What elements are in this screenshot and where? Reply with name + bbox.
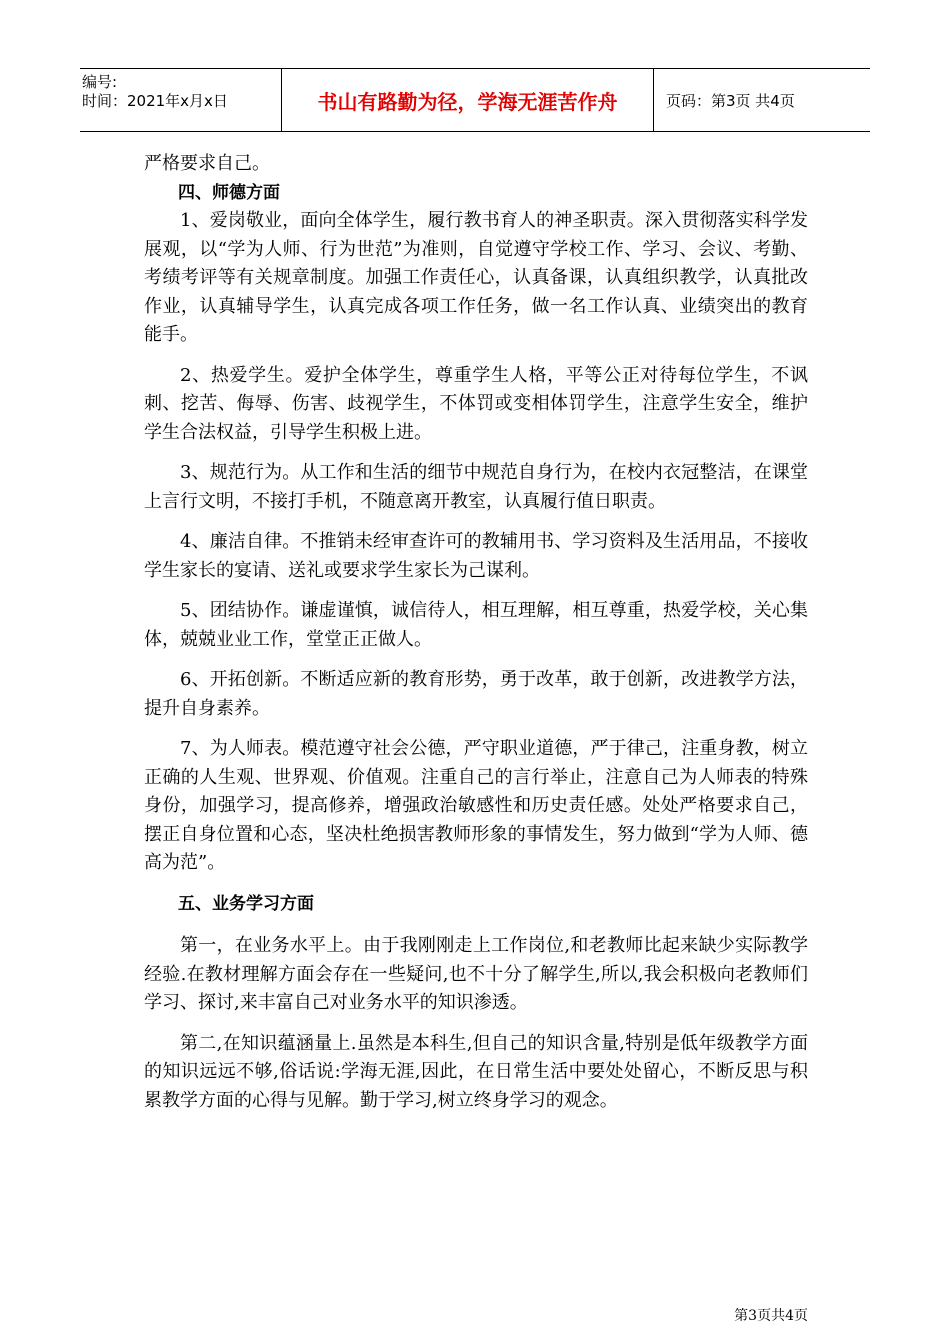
paragraph: 6、开拓创新。不断适应新的教育形势，勇于改革，敢于创新，改进教学方法，提升自身素养。 — [144, 669, 808, 719]
header-meta-cell — [80, 69, 282, 131]
section-heading-5: 五、业务学习方面 — [178, 893, 314, 914]
paragraph: 2、热爱学生。爱护全体学生，尊重学生人格，平等公正对待每位学生，不讽刺、挖苦、侮辱、伤害、歧视学生，不体罚或变相体罚学生，注意学生安全，维护学生合法权益，引导学生积极上进。 — [144, 364, 808, 443]
section-heading-4: 四、师德方面 — [178, 182, 280, 203]
paragraph: 7、为人师表。模范遵守社会公德，严守职业道德，严于律己，注重身教，树立正确的人生观、世界观、价值观。注重自己的言行举止，注意自己为人师表的特殊身份，加强学习，提高修养，增强政治敏感性和历史责任感。处处严格要求自己，摆正自身位置和心态，坚决杜绝损害教师形象的事情发生，努力做到“学为人师、德高为范”。 — [144, 738, 808, 873]
document-body — [144, 150, 808, 1127]
time-label: 时间：2021年x月x日 — [82, 92, 228, 110]
paragraph: 第二,在知识蕴涵量上.虽然是本科生,但自己的知识含量,特别是低年级教学方面的知识远远不够,俗话说:学海无涯,因此，在日常生活中要处处留心，不断反思与积累教学方面的心得与见解。勤于学习,树立终身学习的观念。 — [144, 1032, 808, 1111]
number-label: 编号: — [82, 73, 118, 91]
paragraph: 3、规范行为。从工作和生活的细节中规范自身行为，在校内衣冠整洁，在课堂上言行文明，不接打手机，不随意离开教室，认真履行值日职责。 — [144, 462, 808, 512]
paragraph: 第一，在业务水平上。由于我刚刚走上工作岗位,和老教师比起来缺少实际教学经验.在教材理解方面会存在一些疑问,也不十分了解学生,所以,我会积极向老教师们学习、探讨,来丰富自己对业务水平的知识渗透。 — [144, 935, 808, 1013]
document-header — [80, 68, 870, 132]
paragraph: 4、廉洁自律。不推销未经审查许可的教辅用书、学习资料及生活用品，不接收学生家长的宴请、送礼或要求学生家长为己谋利。 — [144, 531, 808, 581]
continuation-text: 严格要求自己。 — [144, 153, 270, 174]
page-footer: 第3页共4页 — [734, 1308, 808, 1324]
paragraph: 5、团结协作。谦虚谨慎，诚信待人，相互理解，相互尊重，热爱学校，关心集体，兢兢业业工作，堂堂正正做人。 — [144, 600, 808, 650]
header-motto: 书山有路勤为径，学海无涯苦作舟 — [282, 69, 654, 131]
paragraph: 1、爱岗敬业，面向全体学生，履行教书育人的神圣职责。深入贯彻落实科学发展观，以“学为人师、行为世范”为准则，自觉遵守学校工作、学习、会议、考勤、考绩考评等有关规章制度。加强工作责任心，认真备课，认真组织教学，认真批改作业，认真辅导学生，认真完成各项工作任务，做一名工作认真、业绩突出的教育能手。 — [144, 210, 808, 345]
header-page-label: 页码：第3页 共4页 — [666, 91, 795, 110]
